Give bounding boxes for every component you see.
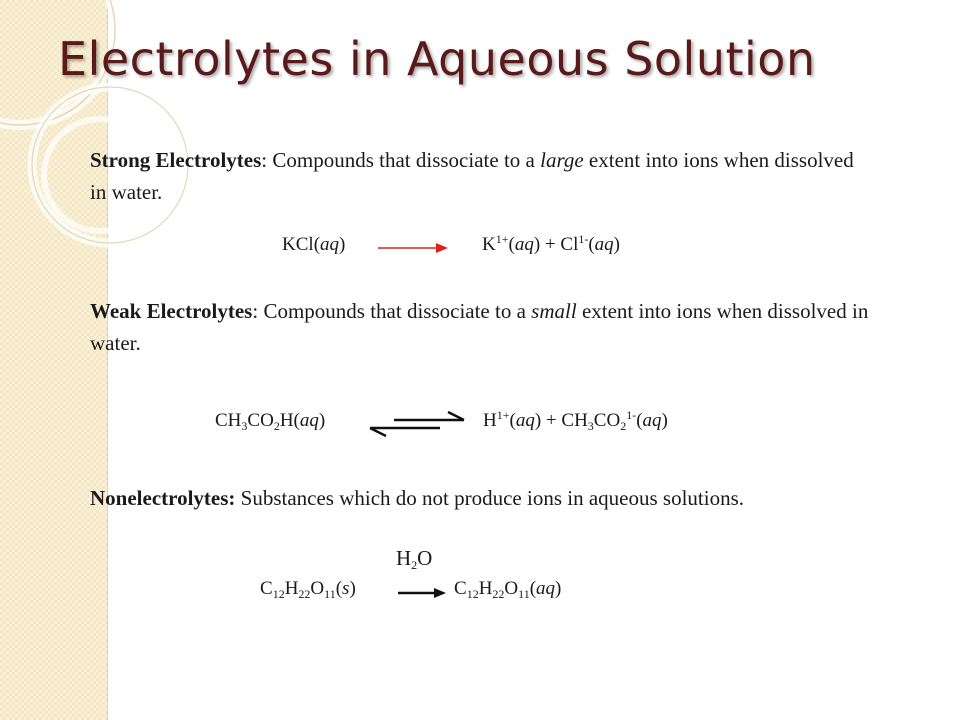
definition-text: Compounds that dissociate to a: [272, 148, 541, 172]
colon-text: :: [252, 299, 264, 323]
nonelectrolytes-definition: [90, 482, 870, 514]
emphasis-large: large: [540, 148, 584, 172]
strong-electrolytes-definition: [90, 144, 870, 208]
solvent-label: $H_2O$: [396, 546, 433, 572]
sucrose-product: $C_{12}H_{22}O_{11}(aq)$: [454, 578, 562, 601]
kcl-products: $K^{1+}(aq) + Cl^{1-}(aq)$: [482, 232, 620, 255]
dissolution-arrow-icon: [398, 586, 446, 600]
strong-electrolytes-term: Strong Electrolytes: [90, 148, 262, 172]
forward-arrow-icon: [378, 240, 448, 256]
equilibrium-arrow-icon: [368, 408, 466, 438]
definition-text: Substances which do not produce ions in aqueous solutions.: [235, 486, 745, 510]
weak-electrolytes-term: Weak Electrolytes: [90, 299, 253, 323]
kcl-reactant: KCl(aq): [282, 234, 346, 255]
slide-title: Electrolytes in Aqueous Solution: [58, 32, 816, 86]
nonelectrolytes-term: Nonelectrolytes:: [90, 486, 236, 510]
acetic-acid-reactant: $CH_3CO_2H(aq)$: [215, 410, 326, 433]
definition-text: extent into ions when dissolved in water.: [90, 148, 854, 204]
definition-text: extent into ions when dissolved in water.: [90, 299, 869, 355]
weak-electrolytes-definition: [90, 295, 870, 359]
definition-text: Compounds that dissociate to a: [263, 299, 532, 323]
sucrose-reactant: $C_{12}H_{22}O_{11}(s)$: [260, 578, 356, 601]
emphasis-small: small: [531, 299, 577, 323]
colon-text: :: [261, 148, 273, 172]
acetic-acid-products: $H^{1+}(aq) + CH_3CO_2^{1-}(aq)$: [483, 408, 668, 433]
